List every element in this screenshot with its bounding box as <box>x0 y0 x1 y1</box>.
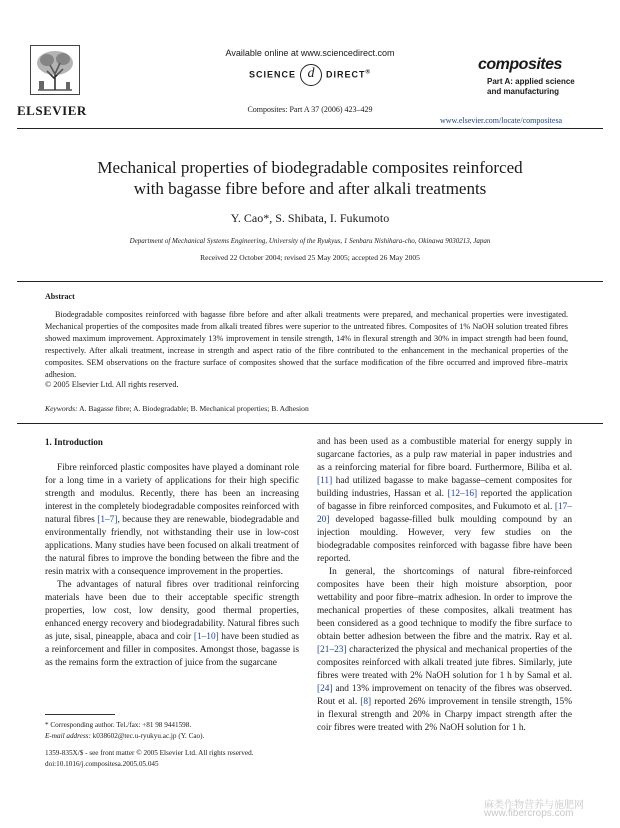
text-run: The advantages of natural fibres over traditional reinforcing materials have been due to their acceptable specific strength properties, low cost, low density, good thermal properties, enhanced energy recovery and biodegradability. Natural fibres such as jute, sisal, pineapple, abaca and coir <box>45 580 299 642</box>
issn-line: 1359-835X/$ - see front matter © 2005 Elsevier Ltd. All rights reserved. <box>45 749 254 757</box>
citation-link[interactable]: [11] <box>317 476 333 486</box>
text-run: and 13% improvement on tenacity of the fibres was observed. Rout et al. <box>317 684 572 707</box>
sd-right-text: DIRECT <box>326 69 366 80</box>
sciencedirect-d-icon: d <box>300 64 322 86</box>
title-line-1: Mechanical properties of biodegradable composites reinforced <box>97 158 523 177</box>
watermark-url: www.fibercrops.com <box>484 808 574 819</box>
registered-mark: ® <box>365 69 371 76</box>
footnote <box>45 720 305 742</box>
received-dates: Received 22 October 2004; revised 25 May 2005; accepted 26 May 2005 <box>200 253 420 262</box>
citation-link[interactable]: [17–20] <box>317 502 572 525</box>
header-rule <box>17 128 603 129</box>
citation-link[interactable]: [8] <box>360 697 372 707</box>
authors: Y. Cao*, S. Shibata, I. Fukumoto <box>230 211 390 225</box>
text-run: had utilized bagasse to make bagasse–cement composites for building industries, Hassan et al. <box>317 476 572 499</box>
publisher-name: ELSEVIER <box>17 103 87 118</box>
abstract-bottom-rule <box>17 423 603 424</box>
text-run: , because they are renewable, biodegradable and environmentally friendly, not withstanding their use in low-cost applications. Many studies have been focused on alkali treatment of the natural fibres to improve the bonding between the fibre and the resin matrix with a consequence improvement in the properties. <box>45 515 299 577</box>
paragraph <box>317 566 572 735</box>
text-run: reported 26% improvement in tensile strength, 15% in flexural strength and 20% in Charpy impact strength after the coir fibres were treated with 2% NaOH solution for 1 h. <box>317 697 572 733</box>
email-line <box>45 731 305 742</box>
paragraph <box>317 436 572 566</box>
text-run: characterized the physical and mechanical properties of the composites reinforced with alkali treated jute fibres. Similarly, jute fibres were treated with 2% NaOH solution for 1 h by Samal et al. <box>317 645 572 681</box>
footnote-rule <box>45 714 115 715</box>
text-run: reported the application of bagasse in fibre reinforced composites, and Fukumoto et al. <box>317 489 572 512</box>
title-line-2: with bagasse fibre before and after alkali treatments <box>133 179 487 198</box>
citation-link[interactable]: [24] <box>317 684 333 694</box>
text-run: have been studied as a reinforcement and filler in composites. Amongst those, bagasse is as the remains form the extraction of juice from the sugarcane <box>45 632 299 668</box>
watermark-chinese: 麻类作物营养与施肥网 <box>484 800 584 811</box>
journal-brand: composites <box>478 56 562 73</box>
email-address: k038602@tec.u-ryukyu.ac.jp (Y. Cao). <box>90 732 205 740</box>
corresponding-author: * Corresponding author. Tel./fax: +81 98 9441598. <box>45 721 192 729</box>
abstract-top-rule <box>17 281 603 282</box>
citation-link[interactable]: [12–16] <box>447 489 478 499</box>
abstract-heading: Abstract <box>45 292 75 301</box>
left-column <box>45 462 299 670</box>
text-run: In general, the shortcomings of natural fibre-reinforced composites have been their high moisture absorption, poor wettability and poor fibre–matrix adhesion. In order to improve the mechanical properties of these composites, alkali treatment has been considered as a good technique to modify the fibre surface to obtain better adhesion between the fibre and the matrix. Ray et al. <box>317 567 572 642</box>
citation-link[interactable]: [1–7] <box>97 515 118 525</box>
keywords-label: Keywords: <box>45 404 78 413</box>
brand-sub-line1: Part A: applied science <box>487 77 575 86</box>
abstract-copyright: © 2005 Elsevier Ltd. All rights reserved. <box>45 380 179 389</box>
affiliation: Department of Mechanical Systems Engineering, University of the Ryukyus, 1 Senbaru Nishihara-cho, Okinawa 9030213, Japan <box>129 237 491 245</box>
right-column <box>317 436 572 735</box>
paragraph <box>45 462 299 579</box>
issn-block <box>45 748 253 770</box>
section-heading: 1. Introduction <box>45 437 103 447</box>
article-title <box>40 157 580 199</box>
journal-reference: Composites: Part A 37 (2006) 423–429 <box>247 105 373 114</box>
journal-url-link[interactable]: www.elsevier.com/locate/compositesa <box>440 116 563 125</box>
citation-link[interactable]: [21–23] <box>317 645 347 655</box>
text-run: Fibre reinforced plastic composites have played a dominant role for a long time in a variety of applications for their high specific strength and modulus. Recently, there has been an increasing interest in the completely biodegradable composites reinforced with natural fibres <box>45 463 300 525</box>
email-label: E-mail address: <box>45 732 91 740</box>
citation-link[interactable]: [1–10] <box>193 632 219 642</box>
abstract-text: Biodegradable composites reinforced with bagasse fibre before and after alkali treatments were prepared, and mechanical properties were investigated. Mechanical properties of the composites made from alkali treated fibres were superior to the untreated fibres. Composites of 1% NaOH solution treated fibres showed maximum improvement. Approximately 13% improvement in tensile strength, 14% in flexural strength and 30% in impact strength had been found, respectively. After alkali treatment, increase in strength and aspect ratio of the fibre contributed to the enhancement in the mechanical properties of the composites. SEM observations on the fracture surface of composites showed that the surface modification of the fibre occurred and improved fibre–matrix adhesion. <box>45 310 568 379</box>
paragraph <box>45 579 299 670</box>
keywords <box>45 404 309 413</box>
text-run: developed bagasse-filled bulk moulding compound by an injection moulding. However, very few studies on the biodegradable composites reinforced with bagasse fibre have been reported. <box>317 515 572 564</box>
sd-left-text: SCIENCE <box>249 69 297 80</box>
journal-brand-subtitle <box>487 77 575 97</box>
brand-sub-line2: and manufacturing <box>487 87 560 96</box>
keywords-list: A. Bagasse fibre; A. Biodegradable; B. Mechanical properties; B. Adhesion <box>77 404 309 413</box>
doi-line: doi:10.1016/j.compositesa.2005.05.045 <box>45 760 159 768</box>
text-run: and has been used as a combustible material for energy supply in sugarcane factories, as a pulp raw material in paper industries and as a reinforcing material for fibre board. Furthermore, Biliba et al. <box>317 437 572 473</box>
available-online-text: Available online at www.sciencedirect.com <box>225 48 395 58</box>
